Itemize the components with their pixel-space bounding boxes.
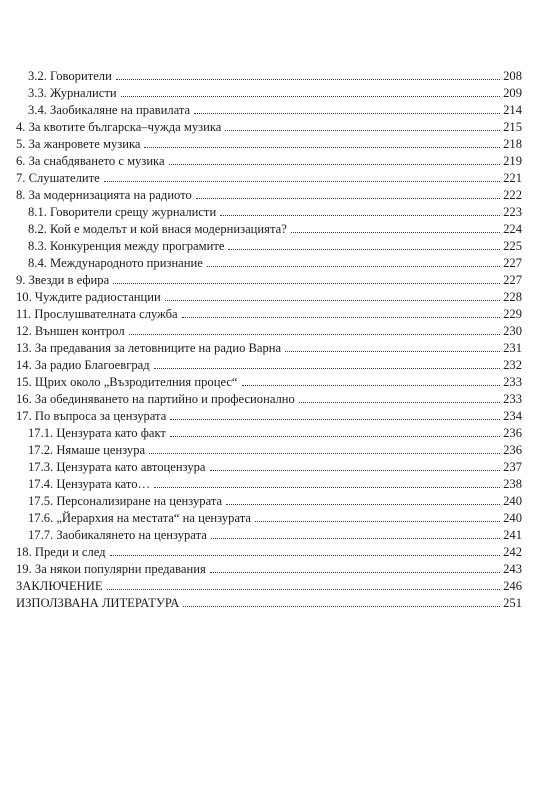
toc-entry[interactable] [16, 271, 522, 287]
toc-entry-title: 3.2. Говорители [28, 69, 112, 83]
toc-entry-title: 16. За обединяването на партийно и професионално [16, 392, 295, 406]
toc-entry-page: 251 [503, 596, 522, 610]
dot-leader [169, 164, 501, 165]
toc-entry-title: 8.1. Говорители срещу журналисти [28, 205, 217, 219]
dot-leader [242, 385, 501, 386]
toc-entry-page: 229 [503, 307, 522, 321]
toc-entry[interactable] [28, 67, 522, 83]
dot-leader [194, 113, 500, 114]
toc-entry[interactable] [16, 356, 522, 372]
toc-entry[interactable] [16, 390, 522, 406]
toc-entry-page: 208 [503, 69, 522, 83]
dot-leader [113, 283, 500, 284]
toc-entry-title: 3.3. Журналисти [28, 86, 117, 100]
dot-leader [116, 79, 500, 80]
dot-leader [210, 572, 500, 573]
toc-entry-title: 14. За радио Благоевград [16, 358, 150, 372]
toc-entry-title: 7. Слушателите [16, 171, 100, 185]
toc-entry-title: 6. За снабдяването с музика [16, 154, 165, 168]
dot-leader [228, 249, 500, 250]
toc-entry-page: 209 [503, 86, 522, 100]
dot-leader [207, 266, 500, 267]
toc-entry[interactable] [16, 560, 522, 576]
toc-entry-page: 242 [503, 545, 522, 559]
dot-leader [170, 419, 500, 420]
toc-entry[interactable] [28, 509, 522, 525]
dot-leader [170, 436, 500, 437]
dot-leader [144, 147, 500, 148]
toc-entry-title: 4. За квотите българска–чужда музика [16, 120, 222, 134]
toc-entry-title: 17.7. Заобикалянето на цензурата [28, 528, 207, 542]
toc-entry-title: 11. Прослушвателната служба [16, 307, 178, 321]
dot-leader [225, 130, 500, 131]
toc-entry-page: 236 [503, 426, 522, 440]
toc-entry[interactable] [16, 186, 522, 202]
toc-entry-title: 8.4. Международното признание [28, 256, 203, 270]
toc-entry-page: 215 [503, 120, 522, 134]
toc-entry[interactable] [28, 237, 522, 253]
toc-entry-page: 227 [503, 273, 522, 287]
toc-entry-page: 224 [503, 222, 522, 236]
toc-entry-title: 8. За модернизацията на радиото [16, 188, 192, 202]
toc-entry[interactable] [16, 169, 522, 185]
dot-leader [255, 521, 500, 522]
dot-leader [154, 368, 500, 369]
toc-entry[interactable] [16, 305, 522, 321]
toc-entry[interactable] [16, 288, 522, 304]
toc-entry-page: 231 [503, 341, 522, 355]
toc-entry[interactable] [16, 594, 522, 610]
toc-entry[interactable] [16, 543, 522, 559]
dot-leader [110, 555, 501, 556]
dot-leader [211, 538, 500, 539]
toc-entry-page: 222 [503, 188, 522, 202]
toc-entry-page: 230 [503, 324, 522, 338]
toc-entry[interactable] [28, 254, 522, 270]
dot-leader [220, 215, 500, 216]
toc-entry-title: 17.3. Цензурата като автоцензура [28, 460, 206, 474]
toc-entry-title: 17.1. Цензурата като факт [28, 426, 166, 440]
toc-entry[interactable] [28, 84, 522, 100]
toc-entry-page: 238 [503, 477, 522, 491]
toc-entry-page: 218 [503, 137, 522, 151]
toc-entry-title: ЗАКЛЮЧЕНИЕ [16, 579, 103, 593]
toc-entry-page: 221 [503, 171, 522, 185]
toc-entry-title: 18. Преди и след [16, 545, 106, 559]
toc-entry-title: 8.3. Конкуренция между програмите [28, 239, 225, 253]
toc-entry-title: 3.4. Заобикаляне на правилата [28, 103, 191, 117]
toc-entry-title: 17.5. Персонализиране на цензурата [28, 494, 223, 508]
dot-leader [104, 181, 500, 182]
dot-leader [149, 453, 500, 454]
toc-entry-page: 243 [503, 562, 522, 576]
toc-entry-page: 240 [503, 494, 522, 508]
dot-leader [129, 334, 501, 335]
toc-entry[interactable] [28, 441, 522, 457]
toc-entry-title: 17.6. „Йерархия на местата“ на цензурата [28, 511, 251, 525]
toc-entry-page: 232 [503, 358, 522, 372]
dot-leader [165, 300, 500, 301]
toc-entry-page: 228 [503, 290, 522, 304]
toc-entry-page: 227 [503, 256, 522, 270]
dot-leader [210, 470, 501, 471]
toc-entry[interactable] [28, 458, 522, 474]
toc-entry-title: 5. За жанровете музика [16, 137, 141, 151]
toc-entry[interactable] [16, 407, 522, 423]
toc-entry-title: 13. За предавания за летовниците на радио Варна [16, 341, 282, 355]
dot-leader [196, 198, 500, 199]
toc-entry-page: 237 [503, 460, 522, 474]
dot-leader [121, 96, 501, 97]
dot-leader [226, 504, 500, 505]
toc-entry-page: 240 [503, 511, 522, 525]
dot-leader [299, 402, 500, 403]
toc-entry[interactable] [28, 526, 522, 542]
toc-entry-title: 17.4. Цензурата като… [28, 477, 151, 491]
toc-entry-title: ИЗПОЛЗВАНА ЛИТЕРАТУРА [16, 596, 180, 610]
toc-entry-page: 214 [503, 103, 522, 117]
toc-entry[interactable] [16, 577, 522, 593]
toc-entry[interactable] [28, 101, 522, 117]
toc-entry-page: 236 [503, 443, 522, 457]
toc-entry[interactable] [28, 492, 522, 508]
toc-entry-page: 225 [503, 239, 522, 253]
toc-entry[interactable] [28, 424, 522, 440]
toc-entry[interactable] [16, 118, 522, 134]
toc-entry-title: 17. По въпроса за цензурата [16, 409, 167, 423]
toc-entry-page: 219 [503, 154, 522, 168]
dot-leader [285, 351, 500, 352]
toc-entry-page: 246 [503, 579, 522, 593]
toc-entry-page: 233 [503, 392, 522, 406]
toc-entry-page: 223 [503, 205, 522, 219]
toc-entry-title: 9. Звезди в ефира [16, 273, 110, 287]
dot-leader [183, 606, 500, 607]
toc-entry-page: 234 [503, 409, 522, 423]
dot-leader [182, 317, 500, 318]
toc-entry[interactable] [28, 203, 522, 219]
toc-entry-page: 241 [503, 528, 522, 542]
toc-entry-title: 10. Чуждите радиостанции [16, 290, 161, 304]
dot-leader [154, 487, 500, 488]
toc-entry-title: 17.2. Нямаше цензура [28, 443, 146, 457]
toc-entry-title: 12. Външен контрол [16, 324, 125, 338]
toc-entry[interactable] [28, 475, 522, 491]
toc-entry[interactable] [28, 220, 522, 236]
dot-leader [107, 589, 501, 590]
toc-entry-page: 233 [503, 375, 522, 389]
toc-entry[interactable] [16, 322, 522, 338]
toc-entry[interactable] [16, 373, 522, 389]
dot-leader [291, 232, 500, 233]
toc-entry-title: 8.2. Кой е моделът и кой внася модернизацията? [28, 222, 287, 236]
toc-entry-title: 19. За някои популярни предавания [16, 562, 206, 576]
toc-entry[interactable] [16, 339, 522, 355]
toc-entry-title: 15. Щрих около „Възродителния процес“ [16, 375, 238, 389]
toc-entry[interactable] [16, 152, 522, 168]
toc-entry[interactable] [16, 135, 522, 151]
